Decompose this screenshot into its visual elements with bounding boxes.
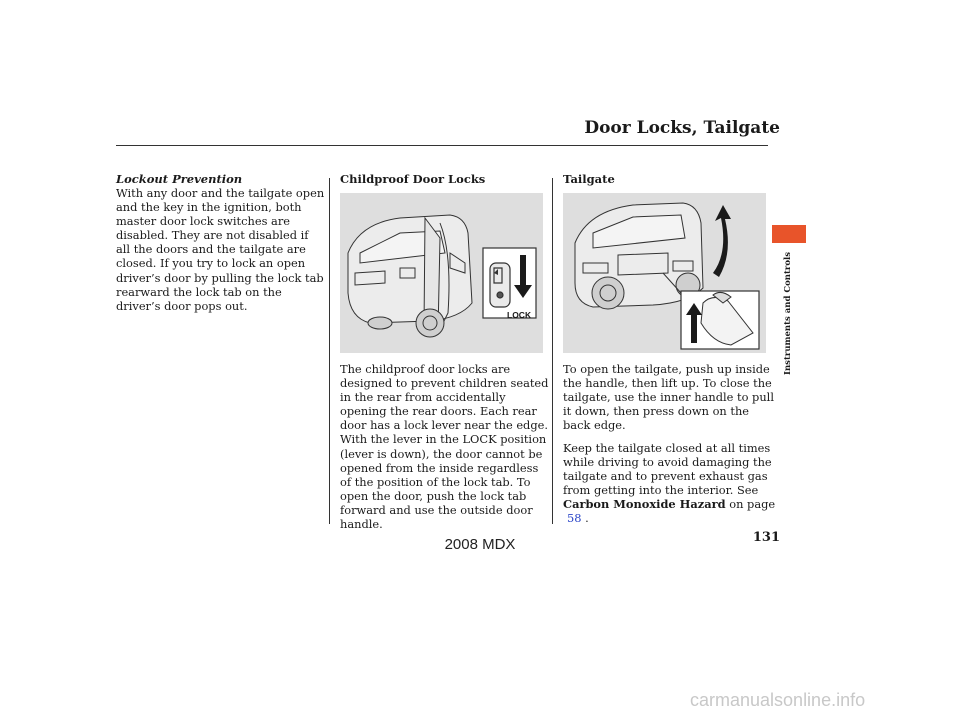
rear-door-open-image	[340, 193, 543, 353]
childproof-lock-illustration	[340, 193, 543, 353]
tailgate-open-close-text	[563, 362, 777, 432]
header-rule	[116, 145, 768, 146]
lockout-paragraph: With any door and the tailgate open and the key in the ignition, both master door lock switches are disabled. They are not disabled if all the doors and the tailgate are closed. If you try to lock an open driver’s door by pulling the lock tab rearward the lock tab on the driver’s door pops out.	[116, 186, 325, 313]
column-divider-left	[329, 178, 330, 524]
section-side-label	[772, 250, 806, 380]
tailgate-illustration	[563, 193, 766, 353]
carbon-monoxide-hazard-ref: Carbon Monoxide Hazard	[563, 497, 726, 512]
column-divider-right	[552, 178, 553, 524]
tailgate-safety-text	[563, 441, 777, 526]
childproof-paragraph: The childproof door locks are designed to prevent children seated in the rear from accidentally opening the rear doors. Each rear door has a lock lever near the edge. With the lever in the LOCK position (lever is down), the door cannot be opened from the inside regardless of the position of the lock tab. To open the door, push the lock tab forward and use the outside door handle.	[340, 362, 549, 532]
sentence-period: .	[585, 511, 589, 526]
lockout-prevention-heading: Lockout Prevention	[116, 172, 243, 186]
tailgate-paragraph-1: To open the tailgate, push up inside the handle, then lift up. To close the tailgate, use the inner handle to pull it down, then press down on the back edge.	[563, 362, 774, 433]
childproof-text	[340, 362, 552, 531]
tailgate-safety-sentence: Keep the tailgate closed at all times while driving to avoid damaging the tailgate and to prevent exhaust gas from getting into the interior. See	[563, 441, 772, 498]
page-number: 131	[752, 530, 780, 545]
page-title: Door Locks, Tailgate	[584, 118, 780, 138]
childproof-door-locks-heading: Childproof Door Locks	[340, 172, 486, 186]
section-side-label-text: Instruments and Controls	[783, 251, 793, 375]
on-page-text: on page	[729, 497, 776, 512]
tailgate-paragraph-2	[563, 441, 777, 526]
footer-model-label: 2008 MDX	[444, 536, 516, 553]
site-watermark: carmanualsonline.info	[690, 690, 866, 710]
page-58-link[interactable]: 58	[567, 511, 582, 526]
section-color-tab	[772, 225, 806, 243]
lockout-prevention-text	[116, 186, 326, 313]
lock-label: LOCK	[507, 310, 532, 320]
tailgate-open-image	[563, 193, 766, 353]
tailgate-heading: Tailgate	[563, 172, 615, 186]
